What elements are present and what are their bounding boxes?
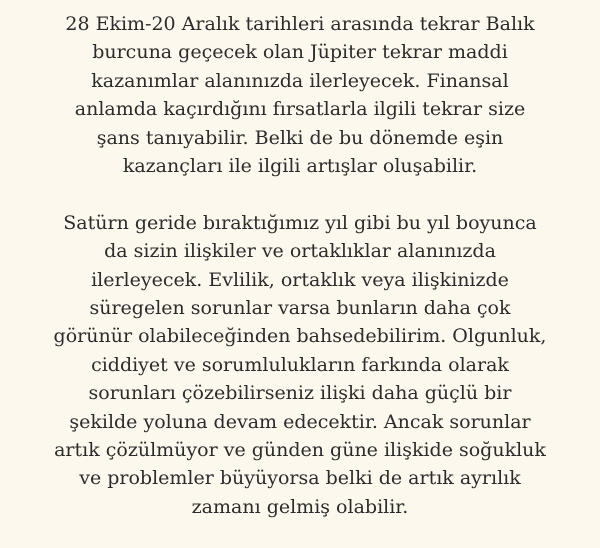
text-line: ciddiyet ve sorumlulukların farkında olarak bbox=[91, 353, 509, 376]
text-line: artık çözülmüyor ve günden güne ilişkide soğukluk bbox=[54, 439, 546, 462]
paragraph-gap bbox=[16, 180, 584, 208]
text-line: kazançları ile ilgili artışlar oluşabilir. bbox=[122, 155, 478, 178]
text-line: şans tanıyabilir. Belki de bu dönemde eşin bbox=[96, 126, 504, 149]
text-line: ve problemler büyüyorsa belki de artık ayrılık bbox=[79, 467, 521, 490]
text-line: kazanımlar alanınızda ilerleyecek. Finansal bbox=[91, 69, 509, 92]
text-line: 28 Ekim-20 Aralık tarihleri arasında tekrar Balık bbox=[65, 13, 535, 35]
text-line: süregelen sorunlar varsa bunların daha çok bbox=[89, 297, 511, 320]
text-line: şekilde yoluna devam edecektir. Ancak sorunlar bbox=[69, 410, 531, 433]
text-line: sorunları çözebilirseniz ilişki daha güçlü bir bbox=[88, 382, 512, 405]
text-line: anlamda kaçırdığını fırsatlarla ilgili tekrar size bbox=[74, 98, 526, 121]
text-line: Satürn geride bıraktığımız yıl gibi bu yıl boyunca bbox=[63, 211, 537, 234]
paragraph-jupiter bbox=[16, 10, 584, 180]
text-line: görünür olabileceğinden bahsedebilirim. Olgunluk, bbox=[53, 325, 547, 348]
text-line: burcuna geçecek olan Jüpiter tekrar maddi bbox=[92, 41, 508, 64]
paragraph-saturn bbox=[16, 209, 584, 521]
text-line: da sizin ilişkiler ve ortaklıklar alanınızda bbox=[104, 240, 496, 263]
text-line: zamanı gelmiş olabilir. bbox=[191, 495, 409, 518]
text-line: ilerleyecek. Evlilik, ortaklık veya ilişkinizde bbox=[91, 268, 509, 291]
